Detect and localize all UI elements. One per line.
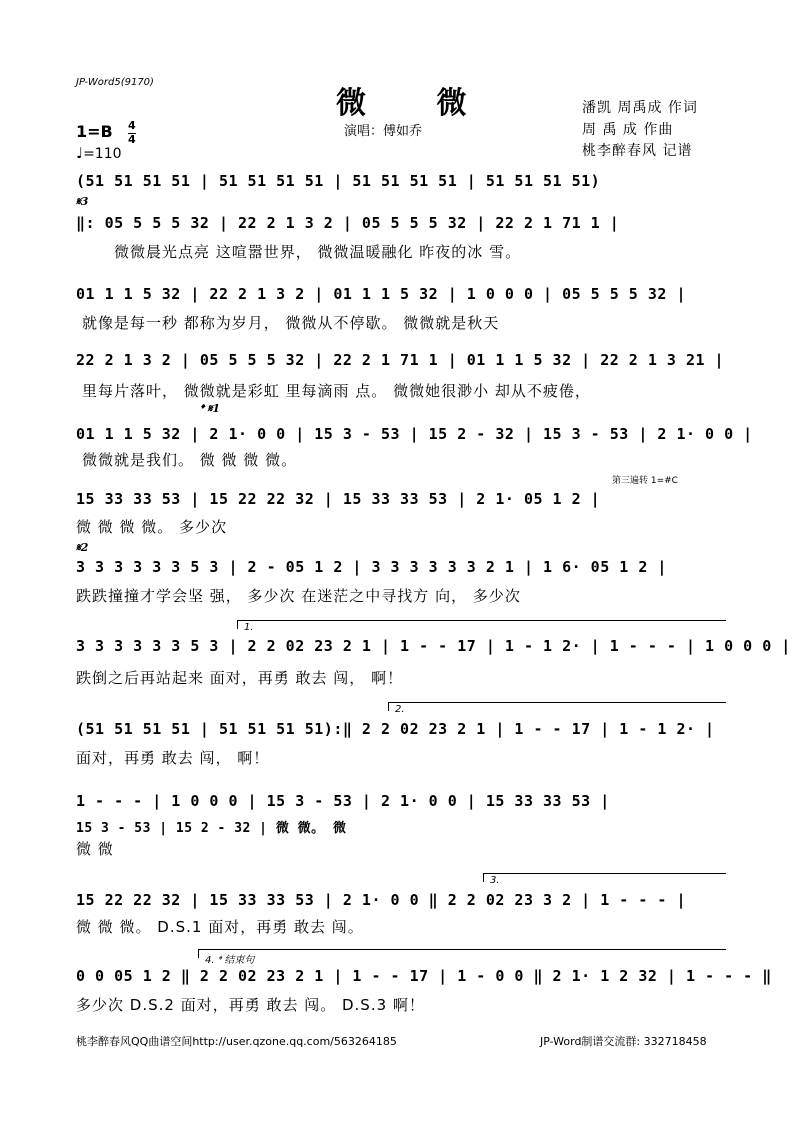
footer-group-number: JP-Word制谱交流群: 332718458 — [540, 1035, 707, 1048]
first-ending-label: 1. — [244, 622, 254, 633]
notation-row-4: 22 2 1 3 2 | 05 5 5 5 32 | 22 2 1 71 1 | 01 1 1 5 32 | 22 2 1 3 21 | — [76, 351, 725, 369]
notation-row-8: 3 3 3 3 3 3 5 3 | 2 2 02 23 2 1 | 1 - - 17 | 1 - 1 2· | 1 - - - | 1 0 0 0 | — [76, 637, 791, 655]
notation-row-9: (51 51 51 51 | 51 51 51 51):‖ 2 2 02 23 2 1 | 1 - - 17 | 1 - 1 2· | — [76, 720, 715, 738]
tempo-marking — [76, 144, 122, 162]
lyrics-row-8: 跌倒之后再站起来 面对，再勇 敢去 闯， 啊！ — [76, 669, 404, 687]
lyrics-row-6: 微 微 微 微。 多少次 — [76, 518, 228, 536]
software-label: JP-Word5(9170) — [76, 77, 154, 88]
segno-mark-3: 𝄋3 — [76, 195, 89, 208]
notation-row-7: 3 3 3 3 3 3 5 3 | 2 - 05 1 2 | 3 3 3 3 3 3 2 1 | 1 6· 05 1 2 | — [76, 558, 667, 576]
footer-qzone-link[interactable]: 桃李醉春风QQ曲谱空间http://user.qzone.qq.com/563264185 — [76, 1035, 397, 1048]
lyrics-row-9: 面对，再勇 敢去 闯， 啊！ — [76, 749, 270, 767]
lyrics-row-10: 微 微 — [76, 840, 114, 858]
key-signature: 1=B — [76, 122, 113, 141]
lyrics-row-5: 微微就是我们。 微 微 微 微。 — [82, 451, 298, 469]
lyrics-row-11: 微 微 微。 D.S.1 面对，再勇 敢去 闯。 — [76, 918, 364, 936]
time-signature-bottom: 4 — [128, 133, 136, 146]
notation-row-2: ‖: 05 5 5 5 32 | 22 2 1 3 2 | 05 5 5 5 32 | 22 2 1 71 1 | — [76, 214, 620, 232]
fourth-ending-bracket — [198, 949, 726, 958]
singer-credit: 演唱：傅如乔 — [344, 124, 423, 139]
tempo-value: =110 — [83, 146, 122, 162]
time-signature-top: 4 — [128, 119, 136, 132]
first-ending-bracket — [237, 620, 726, 629]
fourth-ending-and-coda-label: 4. 𝄌 结束句 — [205, 955, 255, 966]
lyrics-row-12: 多少次 D.S.2 面对，再勇 敢去 闯。 D.S.3 啊！ — [76, 996, 425, 1014]
third-ending-label: 3. — [490, 875, 500, 886]
second-ending-label: 2. — [395, 704, 405, 715]
lyrics-row-3: 就像是每一秒 都称为岁月， 微微从不停歇。 微微就是秋天 — [82, 314, 500, 332]
lyrics-row-2: 微微晨光点亮 这喧嚣世界， 微微温暖融化 昨夜的冰 雪。 — [114, 243, 522, 261]
notation-row-3: 01 1 1 5 32 | 22 2 1 3 2 | 01 1 1 5 32 | 1 0 0 0 | 05 5 5 5 32 | — [76, 285, 686, 303]
key-change-note: 第三遍转 1=#C — [612, 476, 678, 486]
notation-row-6: 15 33 33 53 | 15 22 22 32 | 15 33 33 53 | 2 1· 05 1 2 | — [76, 490, 601, 508]
notation-row-11: 15 22 22 32 | 15 33 33 53 | 2 1· 0 0 ‖ 2 2 02 23 3 2 | 1 - - - | — [76, 891, 686, 909]
segno-mark-2: 𝄋2 — [76, 541, 89, 554]
song-title: 微 微 — [336, 86, 497, 121]
notation-row-5: 01 1 1 5 32 | 2 1· 0 0 | 15 3 - 53 | 15 2 - 32 | 15 3 - 53 | 2 1· 0 0 | — [76, 425, 753, 443]
quarter-note-icon: ♩ — [76, 144, 84, 162]
lyrics-row-4: 里每片落叶， 微微就是彩虹 里每滴雨 点。 微微她很渺小 却从不疲倦， — [82, 382, 591, 400]
lyricist-credit: 潘凯 周禹成 作词 — [582, 100, 698, 116]
notation-row-12: 0 0 05 1 2 ‖ 2 2 02 23 2 1 | 1 - - 17 | 1 - 0 0 ‖ 2 1· 1 2 32 | 1 - - - ‖ — [76, 967, 772, 985]
notation-row-10: 1 - - - | 1 0 0 0 | 15 3 - 53 | 2 1· 0 0 | 15 33 33 53 | — [76, 792, 610, 810]
transcriber-credit: 桃李醉春风 记谱 — [582, 143, 693, 159]
coda-and-segno-1-marks: 𝄌 𝄋1 — [200, 402, 221, 415]
composer-credit: 周 禹 成 作曲 — [582, 122, 674, 138]
notation-row-10-lower: 15 3 - 53 | 15 2 - 32 | 微 微。 微 — [76, 821, 347, 836]
notation-row-1: (51 51 51 51 | 51 51 51 51 | 51 51 51 51 | 51 51 51 51) — [76, 172, 601, 190]
third-ending-bracket — [483, 873, 726, 882]
second-ending-bracket — [388, 702, 726, 711]
lyrics-row-7: 跌跌撞撞才学会坚 强， 多少次 在迷茫之中寻找方 向， 多少次 — [76, 587, 521, 605]
